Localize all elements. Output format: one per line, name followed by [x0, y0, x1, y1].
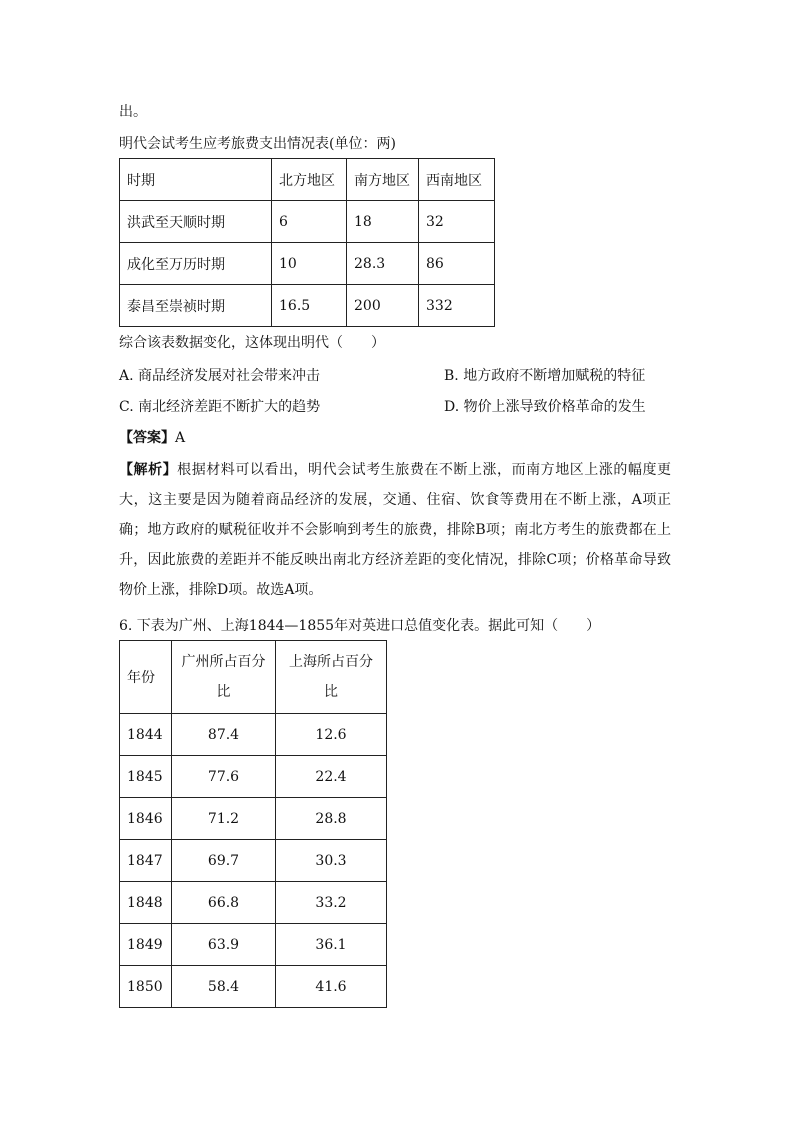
table-cell: 33.2 [276, 882, 387, 924]
option-c: C. 南北经济差距不断扩大的趋势 [119, 399, 321, 415]
table-cell: 1846 [120, 798, 172, 840]
question5-stem: 综合该表数据变化，这体现出明代（ ） [119, 335, 385, 351]
answer-value: A [175, 430, 186, 446]
analysis-text: 根据材料可以看出，明代会试考生旅费在不断上涨，而南方地区上涨的幅度更大，这主要是因为随着商品经济的发展，交通、住宿、饮食等费用在不断上涨，A项正确；地方政府的赋税征收并不会影响到考生的旅费，排除B项；南北方考生的旅费都在上升，因此旅费的差距并不能反映出南北方经济差距的变化情况，排除C项；价格革命导致物价上涨，排除D项。故选A项。 [119, 462, 672, 598]
answer-line [119, 428, 185, 448]
table-cell: 71.2 [172, 798, 276, 840]
table-cell: 12.6 [276, 714, 387, 756]
table-cell: 10 [272, 243, 347, 285]
table-cell: 200 [347, 285, 419, 327]
analysis-label: 【解析】 [119, 462, 178, 478]
table-cell: 28.8 [276, 798, 387, 840]
answer-label: 【答案】 [119, 430, 175, 446]
table-cell: 36.1 [276, 924, 387, 966]
table-cell: 77.6 [172, 756, 276, 798]
table-cell: 1845 [120, 756, 172, 798]
analysis-paragraph [119, 455, 671, 605]
table-row [120, 756, 387, 798]
table-cell: 泰昌至崇祯时期 [120, 285, 272, 327]
table-row [120, 201, 495, 243]
table-cell: 332 [419, 285, 495, 327]
option-d: D. 物价上涨导致价格革命的发生 [444, 399, 646, 415]
table-cell: 6 [272, 201, 347, 243]
option-a: A. 商品经济发展对社会带来冲击 [119, 368, 321, 384]
table-row [120, 924, 387, 966]
table-cell: 41.6 [276, 966, 387, 1008]
table-cell: 1844 [120, 714, 172, 756]
table-cell: 成化至万历时期 [120, 243, 272, 285]
intro-tail-text: 出。 [119, 104, 147, 120]
table-cell: 66.8 [172, 882, 276, 924]
table-header-row [120, 641, 387, 714]
option-b: B. 地方政府不断增加赋税的特征 [444, 368, 646, 384]
table-header-cell: 年份 [120, 641, 172, 714]
export-share-table [119, 640, 387, 1008]
table-header-cell: 南方地区 [347, 159, 419, 201]
table-cell: 22.4 [276, 756, 387, 798]
table-cell: 87.4 [172, 714, 276, 756]
table-cell: 58.4 [172, 966, 276, 1008]
table-row [120, 798, 387, 840]
table-cell: 1847 [120, 840, 172, 882]
question6-stem: 6. 下表为广州、上海1844—1855年对英进口总值变化表。据此可知（ ） [119, 618, 601, 634]
table-header-cell: 上海所占百分比 [276, 641, 387, 714]
table-row [120, 882, 387, 924]
table-row [120, 714, 387, 756]
table-cell: 16.5 [272, 285, 347, 327]
table-cell: 18 [347, 201, 419, 243]
table-cell: 1849 [120, 924, 172, 966]
table-row [120, 840, 387, 882]
table-cell: 63.9 [172, 924, 276, 966]
table1-caption: 明代会试考生应考旅费支出情况表(单位：两) [119, 136, 396, 152]
table-cell: 洪武至天顺时期 [120, 201, 272, 243]
travel-expense-table [119, 158, 495, 327]
table-header-cell: 广州所占百分比 [172, 641, 276, 714]
table-row [120, 285, 495, 327]
table-cell: 28.3 [347, 243, 419, 285]
table-row [120, 966, 387, 1008]
table-header-cell: 时期 [120, 159, 272, 201]
table-cell: 30.3 [276, 840, 387, 882]
table-cell: 1848 [120, 882, 172, 924]
table-cell: 86 [419, 243, 495, 285]
table-cell: 1850 [120, 966, 172, 1008]
table-header-cell: 北方地区 [272, 159, 347, 201]
table-row [120, 243, 495, 285]
table-cell: 32 [419, 201, 495, 243]
table-cell: 69.7 [172, 840, 276, 882]
table-header-row [120, 159, 495, 201]
table-header-cell: 西南地区 [419, 159, 495, 201]
